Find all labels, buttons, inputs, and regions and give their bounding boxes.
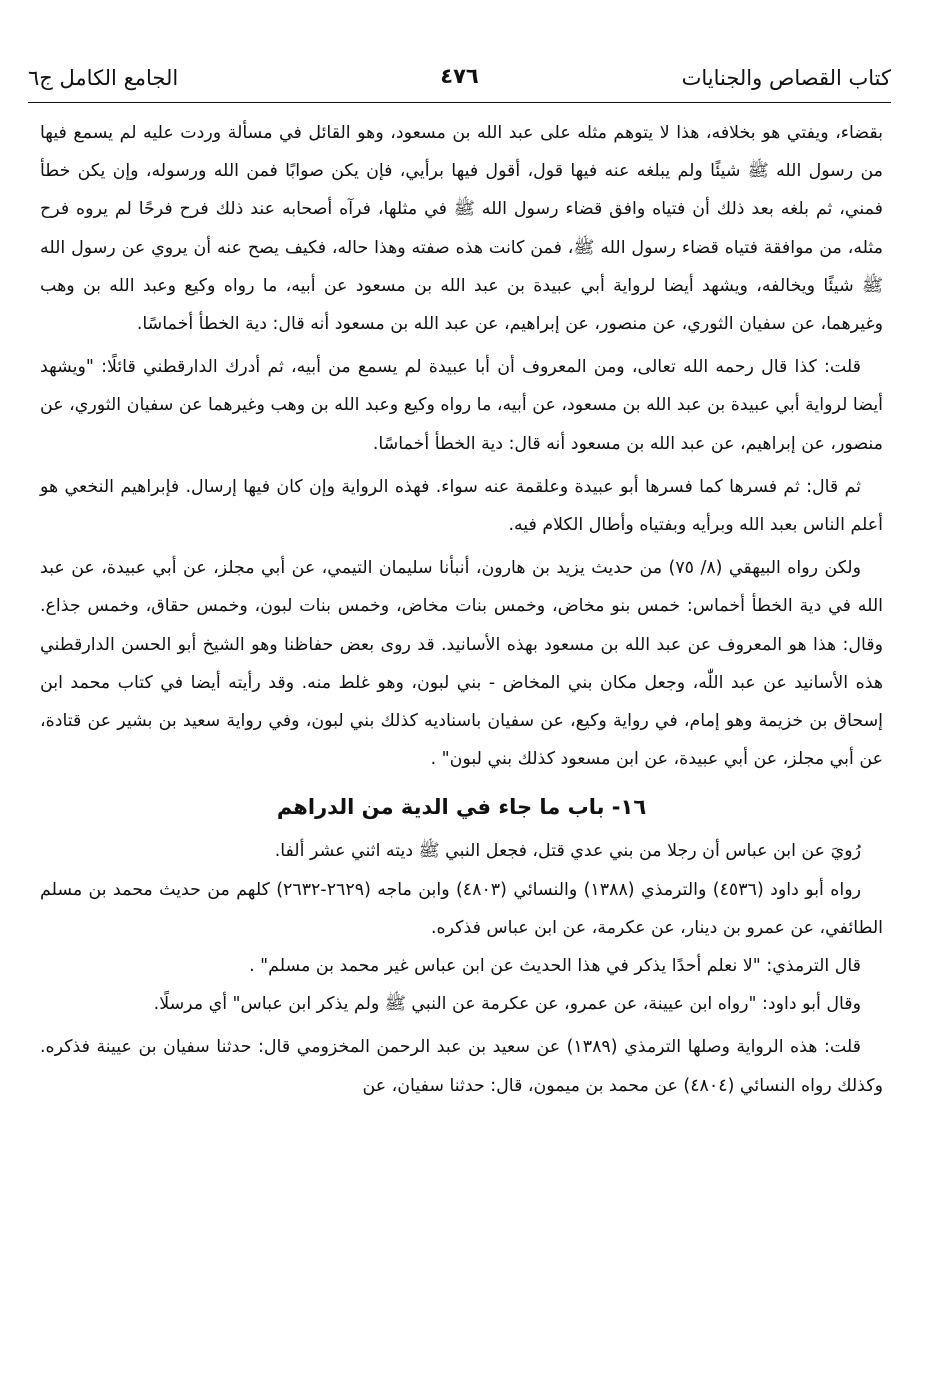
header-rule [28,102,891,103]
header-book-title: الجامع الكامل ج٦ [28,66,179,90]
paragraph: بقضاء، ويفتي هو بخلافه، هذا لا يتوهم مثله على عبد الله بن مسعود، وهو القائل في مسألة وردت عليه لم يسمع فيها من رسول الله ﷺ شيئًا ولم يبلغه عنه فيها قول، أقول فيها برأيي، فإن يكن صوابًا فمن الله ورسوله، وإن يكن خطأ فمني، ثم بلغه بعد ذلك أن فتياه وافق قضاء رسول الله ﷺ في مثلها، فرآه أصحابه عند ذلك فرح فرحًا لم يروه فرح مثله، من موافقة فتياه قضاء رسول الله ﷺ، فمن كانت هذه صفته وهذا حاله، فكيف يصح عنه أن يروي عن رسول الله ﷺ شيئًا ويخالفه، ويشهد أيضا لرواية أبي عبيدة بن عبد الله بن مسعود عن أبيه، ما رواه وكيع وعبد الله بن وهب وغيرهما، عن سفيان الثوري، عن منصور، عن إبراهيم، عن عبد الله بن مسعود أنه قال: دية الخطأ أخماسًا. [40,123,883,335]
main-text [40,114,883,1105]
paragraph: قلت: كذا قال رحمه الله تعالى، ومن المعروف أن أبا عبيدة لم يسمع من أبيه، ثم أدرك الدارقطني قائلًا: "ويشهد أيضا لرواية أبي عبيدة بن عبد الله بن مسعود، عن أبيه، ما رواه وكيع وعبد الله بن وهب وغيرهما عن سفيان الثوري، عن منصور، عن إبراهيم، عن عبد الله بن مسعود أنه قال: دية الخطأ أخماسًا. [40,357,883,454]
section-heading: ١٦- باب ما جاء في الدية من الدراهم [276,795,647,820]
header-section-title: كتاب القصاص والجنايات [681,66,891,90]
paragraph: وقال أبو داود: "رواه ابن عيينة، عن عمرو، عن عكرمة عن النبي ﷺ ولم يذكر ابن عباس" أي مرسلًا. [153,994,861,1015]
paragraph: رُويَ عن ابن عباس أن رجلا من بني عدي قتل، فجعل النبي ﷺ ديته اثني عشر ألفا. [274,841,861,862]
page-number: ٤٧٦ [440,64,479,88]
running-header [28,58,891,98]
paragraph: قال الترمذي: "لا نعلم أحدًا يذكر في هذا الحديث عن ابن عباس غير محمد بن مسلم" . [249,956,861,977]
paragraph: قلت: هذه الرواية وصلها الترمذي (١٣٨٩) عن سعيد بن عبد الرحمن المخزومي قال: حدثنا سفيان بن عيينة فذكره. وكذلك رواه النسائي (٤٨٠٤) عن محمد بن ميمون، قال: حدثنا سفيان، عن [40,1037,883,1096]
paragraph: ولكن رواه البيهقي (٨/ ٧٥) من حديث يزيد بن هارون، أنبأنا سليمان التيمي، عن أبي مجلز، عن أبي عبيدة، عن عبد الله في دية الخطأ أخماس: خمس بنو مخاض، وخمس بنات مخاض، وخمس بنات لبون، وخمس حقاق، وخمس جذاع. وقال: هذا هو المعروف عن عبد الله بن مسعود بهذه الأسانيد. قد روى بعض حفاظنا وهو الشيخ أبو الحسن الدارقطني هذه الأسانيد عن عبد اللّٰه، وجعل مكان بني المخاض - بني لبون، وهو غلط منه. وقد رأيته أيضا في كتاب محمد ابن إسحاق بن خزيمة وهو إمام، في رواية وكيع، عن سفيان باسناديه كذلك بني لبون، وفي رواية سعيد بن بشير عن قتادة، عن أبي مجلز، عن أبي عبيدة، عن ابن مسعود كذلك بني لبون" . [40,558,883,770]
paragraph: رواه أبو داود (٤٥٣٦) والترمذي (١٣٨٨) والنسائي (٤٨٠٣) وابن ماجه (٢٦٢٩-٢٦٣٢) كلهم من حديث محمد بن مسلم الطائفي، عن عمرو بن دينار، عن عكرمة، عن ابن عباس فذكره. [40,879,883,938]
paragraph: ثم قال: ثم فسرها كما فسرها أبو عبيدة وعلقمة عنه سواء. فهذه الرواية وإن كان فيها إرسال. فإبراهيم النخعي هو أعلم الناس بعبد الله وبرأيه وبفتياه وأطال الكلام فيه. [40,476,883,536]
